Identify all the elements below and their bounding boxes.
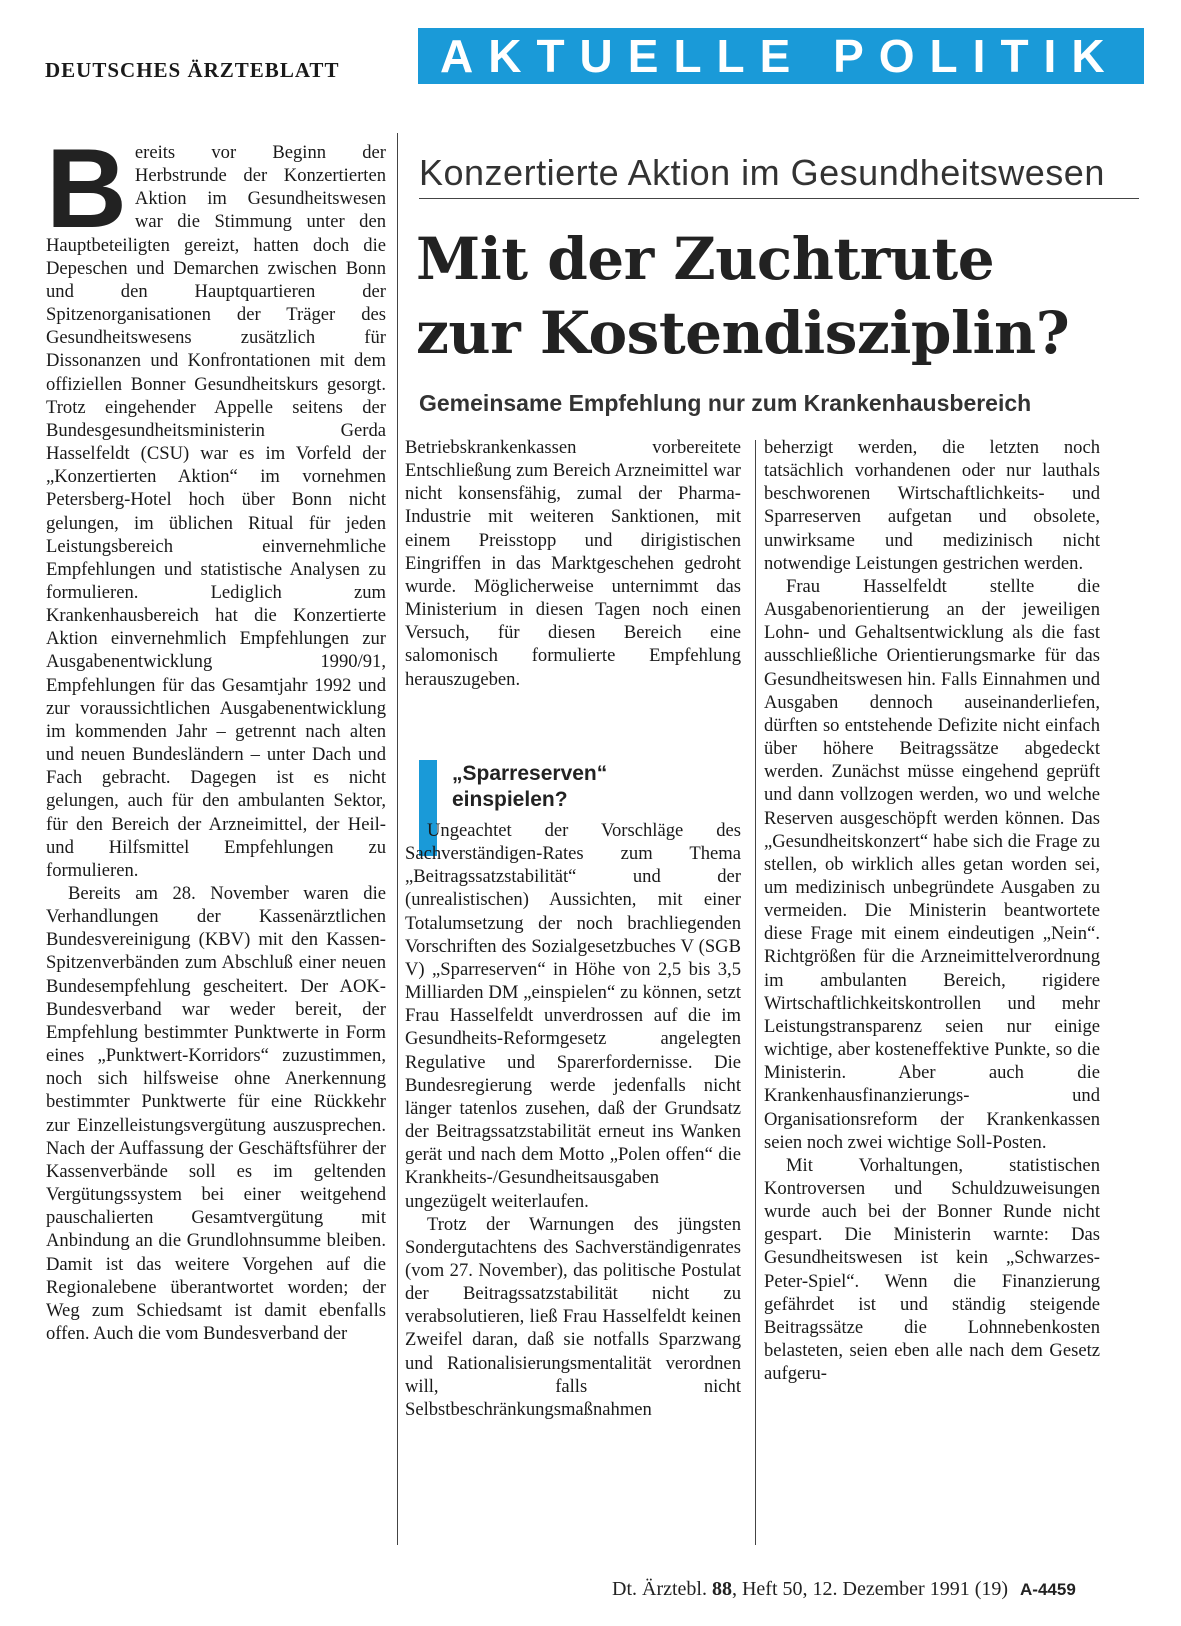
footer-issue: , Heft 50, 12. Dezember 1991 (19) [731,1578,1009,1600]
kicker-rule [419,198,1139,199]
masthead: DEUTSCHES ÄRZTEBLATT [45,58,340,82]
body-paragraph: Frau Hasselfeldt stellte die Ausgabenorientierung an der jeweiligen Lohn- und Gehaltsentwicklung als die fast ausschließliche Orientierungsmarke für das Gesundheitswesen hin. Falls Einnahmen und Ausgaben dennoch auseinanderliefen, dürften so entstehende Defizite nicht einfach über höhere Beitragssätze abgedeckt werden. Zunächst müsse eingehend geprüft und dann vollzogen werden, wo und welche Reserven ausgeschöpft werden können. Das „Gesundheitskonzert“ habe sich die Frage zu stellen, ob wirklich alles getan worden sei, um medizinisch unbegründete Ausgaben zu vermeiden. Die Ministerin beantwortete diese Frage mit einem eindeutigen „Nein“. Richtgrößen für die Arzneimittelverordnung im ambulanten Bereich, rigidere Wirtschaftlichkeitskontrollen und mehr Leistungstransparenz seien nur einige wichtige, aber kosteneffektive Punkte, so die Ministerin. Aber auch die Krankenhausfinanzierungs- und Organisationsreform der Krankenkassen seien noch zwei wichtige Soll-Posten. [764,575,1100,1153]
column-3 [764,436,1100,1385]
body-paragraph: Trotz der Warnungen des jüngsten Sondergutachtens des Sachverständigenrates (vom 27. November), das politische Postulat der Beitragssatzstabilität nicht zu verabsolutieren, ließ Frau Hasselfeldt keinen Zweifel daran, daß sie notfalls Sparzwang und Rationalisierungsmentalität verordnen will, falls nicht Selbstbeschränkungsmaßnahmen [405,1213,741,1420]
column-2-bottom [405,819,741,1421]
intertitle-line-1: „Sparreserven“ [452,762,608,785]
footer-journal: Dt. Ärztebl. [612,1578,707,1600]
body-paragraph: Betriebskrankenkassen vorbereitete Entschließung zum Bereich Arzneimittel war nicht konsensfähig, zumal der Pharma-Industrie mit weiteren Sanktionen, mit einem Preisstopp und dirigistischen Eingriffen in das Marktgeschehen gedroht wurde. Möglicherweise unternimmt das Ministerium in diesen Tagen noch einen Versuch, für diesen Bereich eine salomonisch formulierte Empfehlung herauszugeben. [405,437,741,690]
body-paragraph: ereits vor Beginn der Herbstrunde der Konzertierten Aktion im Gesundheitswesen war die Stimmung unter den Hauptbeteiligten gereizt, hatten doch die Depeschen und Demarchen zwischen Bonn und den Hauptquartieren der Spitzenorganisationen der Träger des Gesundheitswesens zusätzlich für Dissonanzen und Konfrontationen mit dem offiziellen Bonner Gesundheitskurs gesorgt. Trotz eingehender Appelle seitens der Bundesgesundheitsministerin Gerda Hasselfeldt (CSU) war es im Vorfeld der „Konzertierten Aktion“ im vornehmen Petersberg-Hotel hoch über Bonn nicht gelungen, im üblichen Ritual für jeden Leistungsbereich einvernehmliche Empfehlungen und statistische Analysen zu formulieren. Lediglich zum Krankenhausbereich hat die Konzertierte Aktion einvernehmlich Empfehlungen zur Ausgabenentwicklung 1990/91, Empfehlungen für das Gesamtjahr 1992 und zur voraussichtlichen Ausgabenentwicklung im kommenden Jahr – getrennt nach alten und neuen Bundesländern – unter Dach und Fach gebracht. Dagegen ist es nicht gelungen, auch für den ambulanten Sektor, für den Bereich der Arzneimittel, der Heil- und Hilfsmittel Empfehlungen zu formulieren. [46,142,386,881]
intertitle-line-2: einspielen? [452,788,568,811]
section-banner: AKTUELLE POLITIK [418,28,1144,84]
article-headline [416,222,1069,370]
body-paragraph: Mit Vorhaltungen, statistischen Kontroversen und Schuldzuweisungen wurde auch bei der Bonner Runde nicht gespart. Die Ministerin warnte: Das Gesundheitswesen ist kein „Schwarzes-Peter-Spiel“. Wenn die Finanzierung gefährdet ist und ständig steigende Beitragssätze die Lohnnebenkosten belasteten, seien eben alle nach dem Gesetz aufgeru- [764,1154,1100,1385]
column-divider-left [397,133,398,1545]
article-subhead: Gemeinsame Empfehlung nur zum Krankenhausbereich [419,390,1032,416]
column-divider-right [755,440,756,1545]
column-2-top [405,436,741,691]
drop-cap: B [46,126,127,251]
page-footer [612,1578,1076,1601]
body-paragraph: Ungeachtet der Vorschläge des Sachverständigen-Rates zum Thema „Beitragssatzstabilität“ und der (unrealistischen) Aussichten, mit einer Totalumsetzung der noch brachliegenden Vorschriften des Sozialgesetzbuches V (SGB V) „Sparreserven“ in Höhe von 2,5 bis 3,5 Milliarden DM „einspielen“ zu können, setzt Frau Hasselfeldt unverdrossen auf die im Gesundheits-Reformgesetz angelegten Regulative und Sparerfordernisse. Die Bundesregierung werde jedenfalls nicht länger tatenlos zusehen, daß der Grundsatz der Beitragssatzstabilität erneut ins Wanken gerät und nach dem Motto „Polen offen“ die Krankheits-/Gesundheitsausgaben ungezügelt weiterlaufen. [405,820,741,1212]
headline-line-1: Mit der Zuchtrute [416,225,995,293]
footer-page-number: A-4459 [1020,1580,1076,1599]
body-paragraph: beherzigt werden, die letzten noch tatsächlich vorhandenen oder nur lauthals beschworenen Wirtschaftlichkeits- und Sparreserven aufgetan und obsolete, unwirksame und medizinisch nicht notwendige Leistungen gestrichen werden. [764,437,1100,574]
intertitle [452,761,607,813]
body-paragraph: Bereits am 28. November waren die Verhandlungen der Kassenärztlichen Bundesvereinigung (KBV) mit den Kassen-Spitzenverbänden zum Abschluß einer neuen Bundesempfehlung gescheitert. Der AOK-Bundesverband war weder bereit, der Empfehlung bestimmter Punktwerte in Form eines „Punktwert-Korridors“ zuzustimmen, noch sich hilfsweise ohne Anerkennung bestimmter Punktwerte für eine Rückkehr zur Einzelleistungsvergütung auszusprechen. Nach der Auffassung der Geschäftsführer der Kassenverbände soll es im geltenden Vergütungssystem bei einer weitgehend pauschalierten Gesamtvergütung mit Anbindung an die Grundlohnsumme bleiben. Damit ist das weitere Vorgehen auf die Regionalebene überantwortet worden; der Weg zum Schiedsamt ist damit ebenfalls offen. Auch die vom Bundesverband der [46,883,386,1344]
footer-volume: 88 [711,1578,732,1600]
column-1 [46,126,386,1345]
article-kicker: Konzertierte Aktion im Gesundheitswesen [419,152,1105,193]
headline-line-2: zur Kostendisziplin? [416,299,1070,367]
